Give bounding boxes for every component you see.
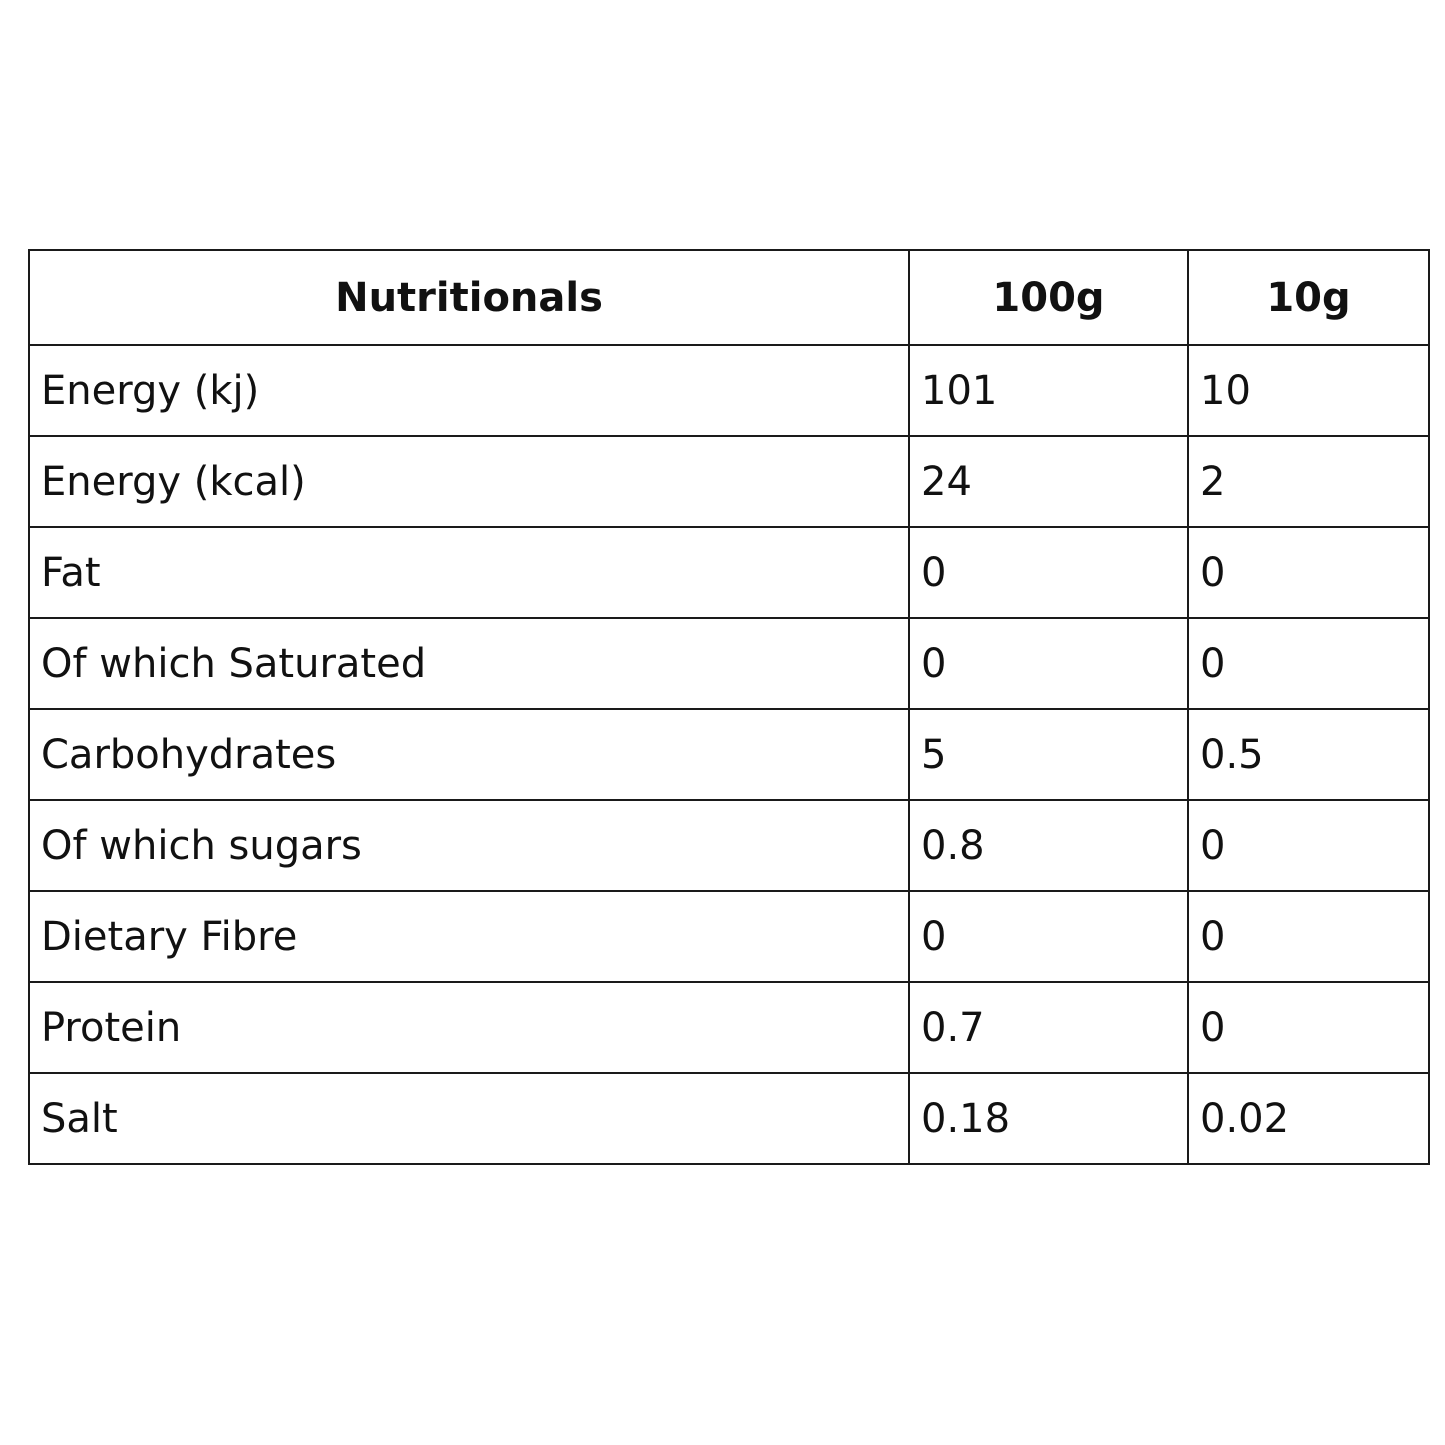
value-per-100g: 0: [909, 891, 1188, 982]
value-per-100g: 0: [909, 527, 1188, 618]
value-per-100g: 0.7: [909, 982, 1188, 1073]
table-row: [29, 345, 1429, 436]
nutrient-label: Carbohydrates: [29, 709, 909, 800]
table-row: [29, 982, 1429, 1073]
nutrient-label: Dietary Fibre: [29, 891, 909, 982]
value-per-10g: 0: [1188, 891, 1429, 982]
table-row: [29, 527, 1429, 618]
nutrient-label: Of which sugars: [29, 800, 909, 891]
nutrient-label: Of which Saturated: [29, 618, 909, 709]
nutrient-label: Energy (kcal): [29, 436, 909, 527]
value-per-100g: 5: [909, 709, 1188, 800]
value-per-10g: 10: [1188, 345, 1429, 436]
nutrient-label: Fat: [29, 527, 909, 618]
header-per-10g: 10g: [1188, 250, 1429, 345]
value-per-10g: 0: [1188, 982, 1429, 1073]
value-per-10g: 0.5: [1188, 709, 1429, 800]
value-per-10g: 0: [1188, 527, 1429, 618]
header-per-100g: 100g: [909, 250, 1188, 345]
nutrient-label: Salt: [29, 1073, 909, 1164]
table-row: [29, 709, 1429, 800]
value-per-100g: 0.8: [909, 800, 1188, 891]
value-per-100g: 0: [909, 618, 1188, 709]
nutrient-label: Energy (kj): [29, 345, 909, 436]
table-row: [29, 800, 1429, 891]
table-row: [29, 1073, 1429, 1164]
value-per-100g: 0.18: [909, 1073, 1188, 1164]
value-per-100g: 24: [909, 436, 1188, 527]
header-nutritionals: Nutritionals: [29, 250, 909, 345]
table-row: [29, 436, 1429, 527]
table-header: [29, 250, 1429, 345]
table-row: [29, 891, 1429, 982]
value-per-10g: 0: [1188, 800, 1429, 891]
value-per-10g: 2: [1188, 436, 1429, 527]
nutrient-label: Protein: [29, 982, 909, 1073]
header-row: [29, 250, 1429, 345]
value-per-10g: 0.02: [1188, 1073, 1429, 1164]
nutrition-table: [28, 249, 1430, 1165]
value-per-100g: 101: [909, 345, 1188, 436]
value-per-10g: 0: [1188, 618, 1429, 709]
table-body: [29, 345, 1429, 1164]
table-row: [29, 618, 1429, 709]
